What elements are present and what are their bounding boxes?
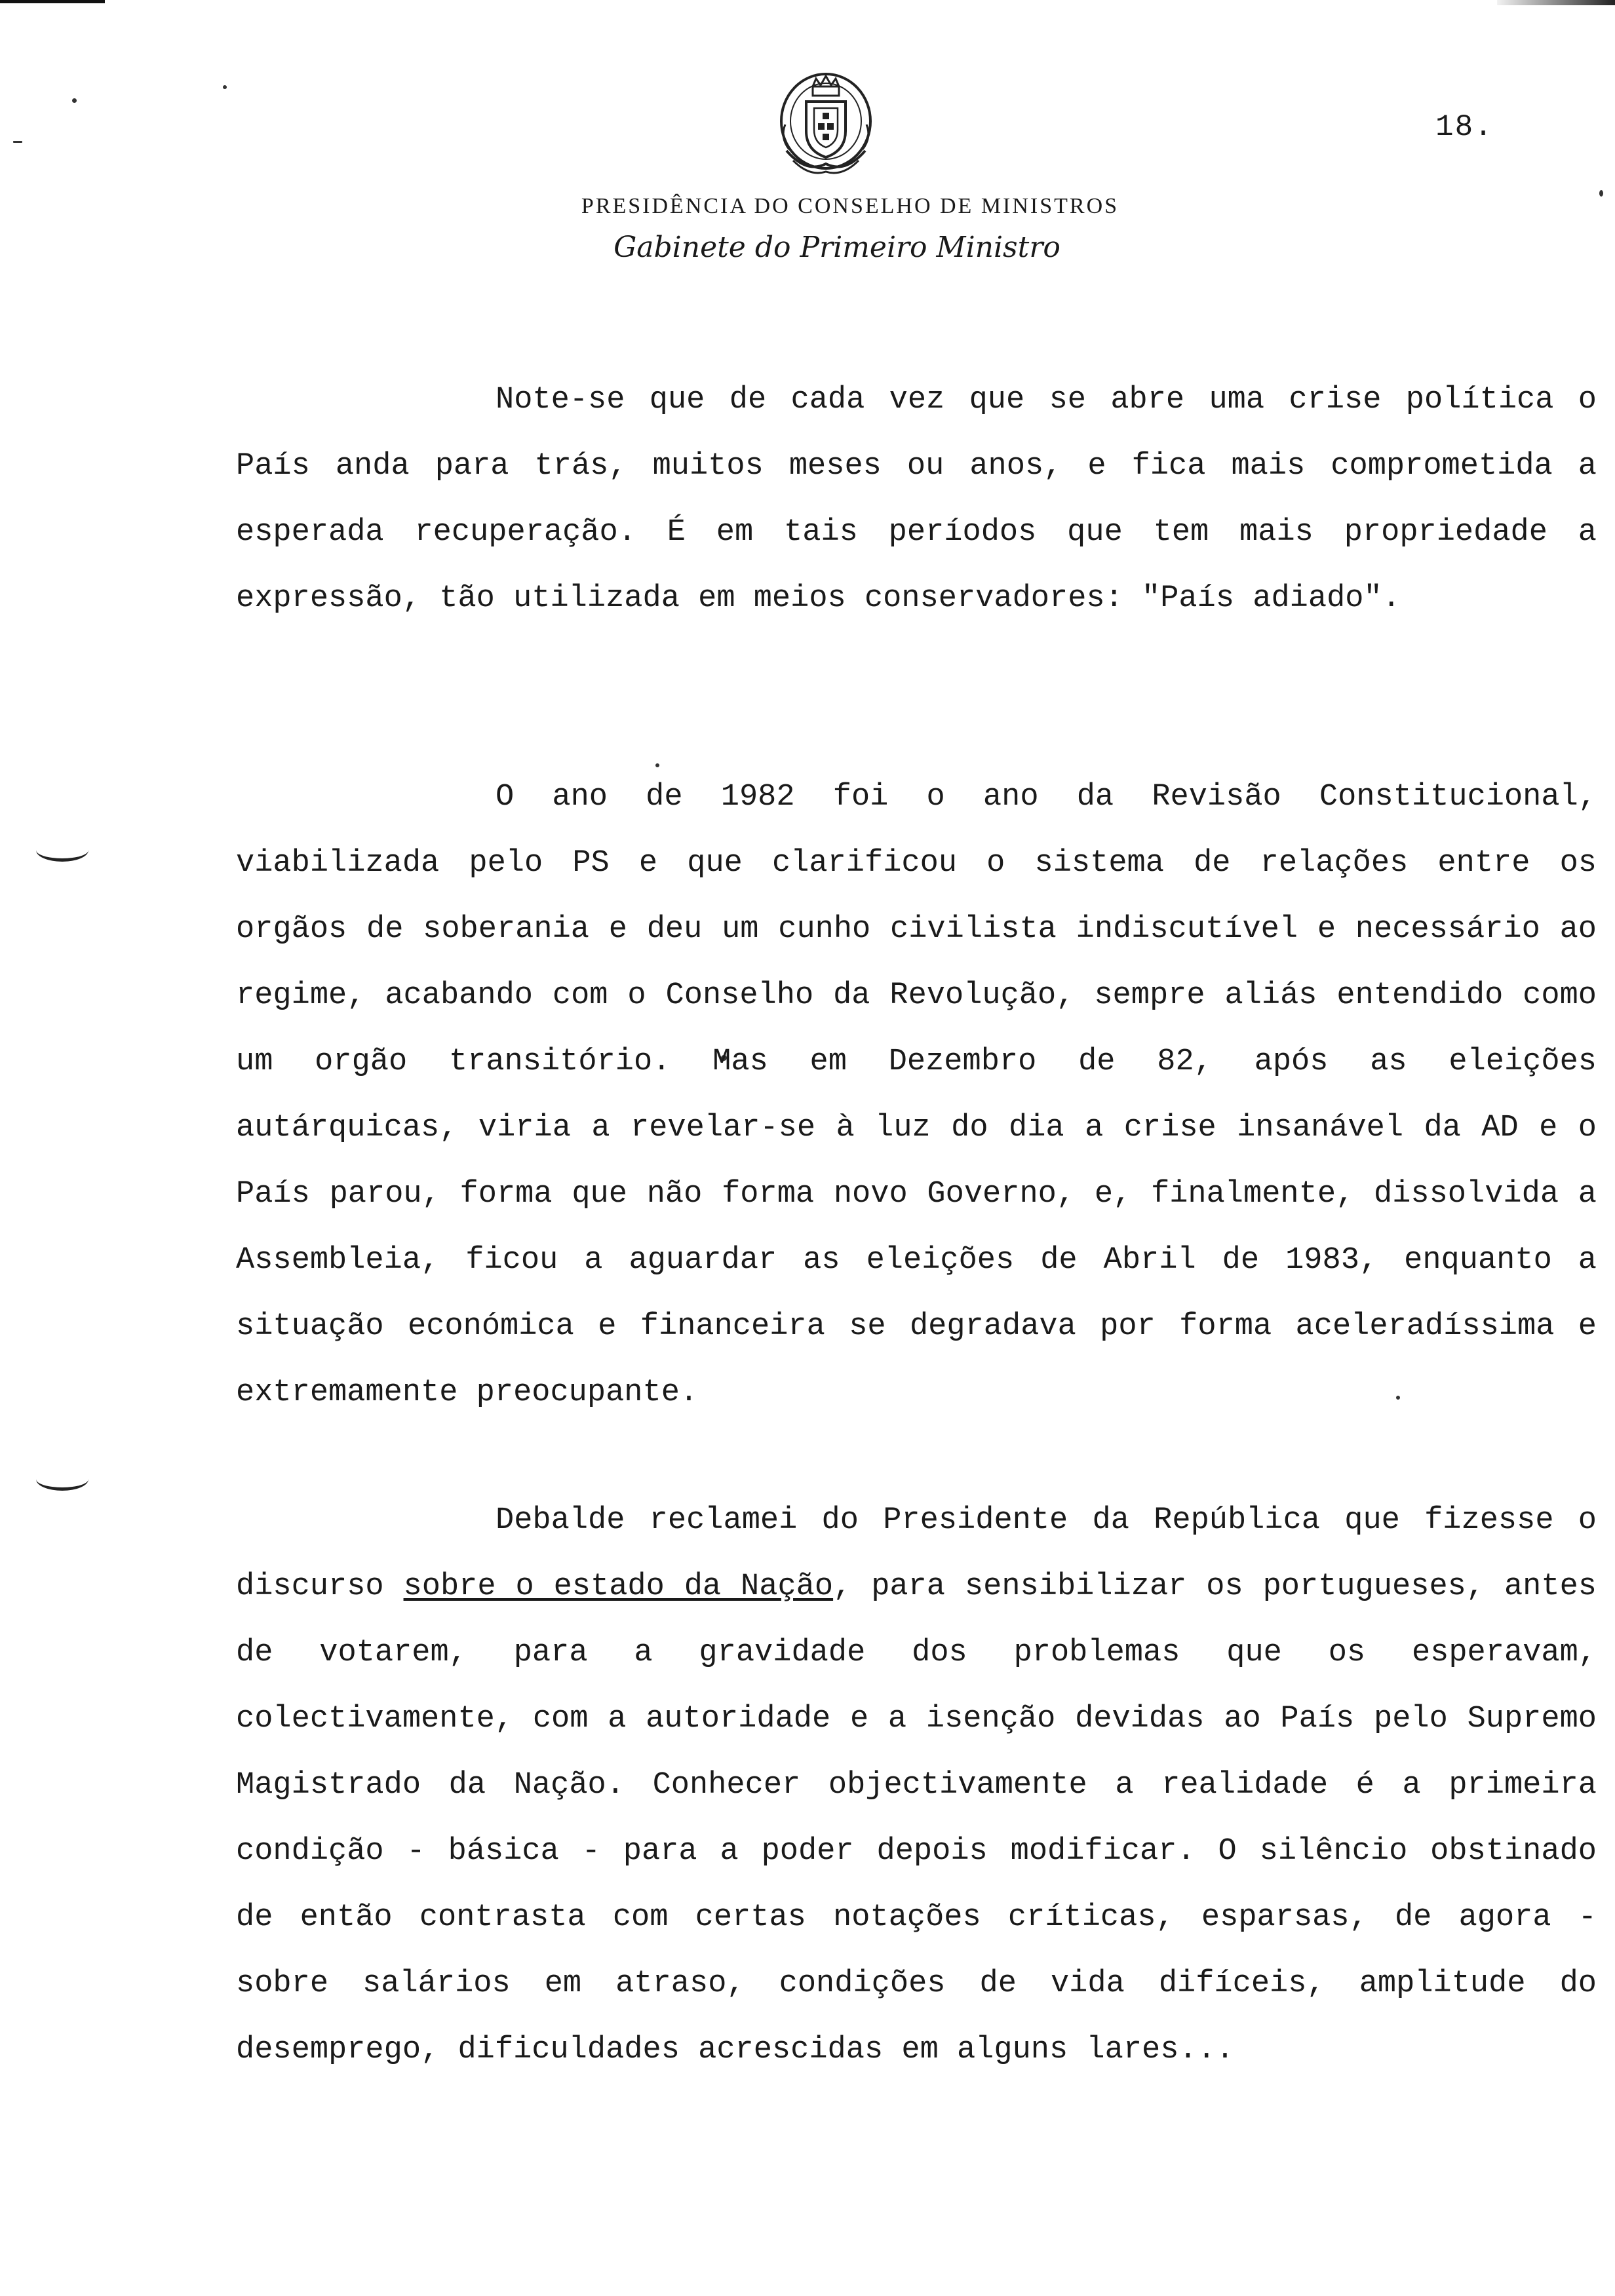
coat-of-arms-icon bbox=[767, 66, 885, 183]
scan-edge-mark bbox=[1497, 0, 1615, 5]
scan-edge-mark bbox=[0, 0, 105, 3]
page-number: 18. bbox=[1435, 110, 1494, 144]
letterhead-institution: PRESIDÊNCIA DO CONSELHO DE MINISTROS bbox=[581, 194, 1119, 218]
body-text bbox=[236, 367, 1597, 632]
scan-speck bbox=[223, 85, 227, 89]
scan-speck bbox=[13, 141, 22, 143]
scan-edge-mark bbox=[36, 839, 88, 862]
scan-speck bbox=[72, 98, 77, 103]
paragraph-text: , para sensibilizar os portugueses, antes de votarem, para a gravidade dos problemas que os esperavam, colectivamente, com a autoridade e a isenção devidas ao País pelo Supremo Magistrado da Nação. Conhecer objectivamente a realidade é a primeira condição - básica - para a poder depois modificar. O silêncio obstinado de então contrasta com certas notações críticas, esparsas, de agora - sobre salários em atraso, condições de vida difíceis, amplitude do desemprego, dificuldades acrescidas em alguns lares... bbox=[236, 1569, 1597, 2067]
body-text bbox=[236, 1487, 1597, 2083]
paragraph-text: Debalde reclamei do Presidente da República que fizesse o discurso bbox=[236, 1503, 1597, 1604]
underlined-phrase: sobre o estado da Nação bbox=[403, 1569, 834, 1604]
body-text bbox=[236, 764, 1597, 1426]
paragraph: Note-se que de cada vez que se abre uma crise política o País anda para trás, muitos meses ou anos, e fica mais comprometida a esperada recuperação. É em tais períodos que tem mais propriedade a expressão, tão utilizada em meios conservadores: "País adiado". bbox=[236, 383, 1597, 616]
scan-edge-mark bbox=[36, 1468, 88, 1491]
letterhead-office: Gabinete do Primeiro Ministro bbox=[613, 231, 1060, 264]
paragraph: O ano de 1982 foi o ano da Revisão Constitucional, viabilizada pelo PS e que clarificou o sistema de relações entre os orgãos de soberania e deu um cunho civilista indiscutível e necessário ao regime, acabando com o Conselho da Revolução, sempre aliás entendido como um orgão transitório. Mas em Dezembro de 82, após as eleições autárquicas, viria a revelar-se à luz do dia a crise insanável da AD e o País parou, forma que não forma novo Governo, e, finalmente, dissolvida a Assembleia, ficou a aguardar as eleições de Abril de 1983, enquanto a situação económica e financeira se degradava por forma aceleradíssima e extremamente preocupante. bbox=[236, 780, 1597, 1410]
paragraph bbox=[236, 1487, 1597, 2083]
